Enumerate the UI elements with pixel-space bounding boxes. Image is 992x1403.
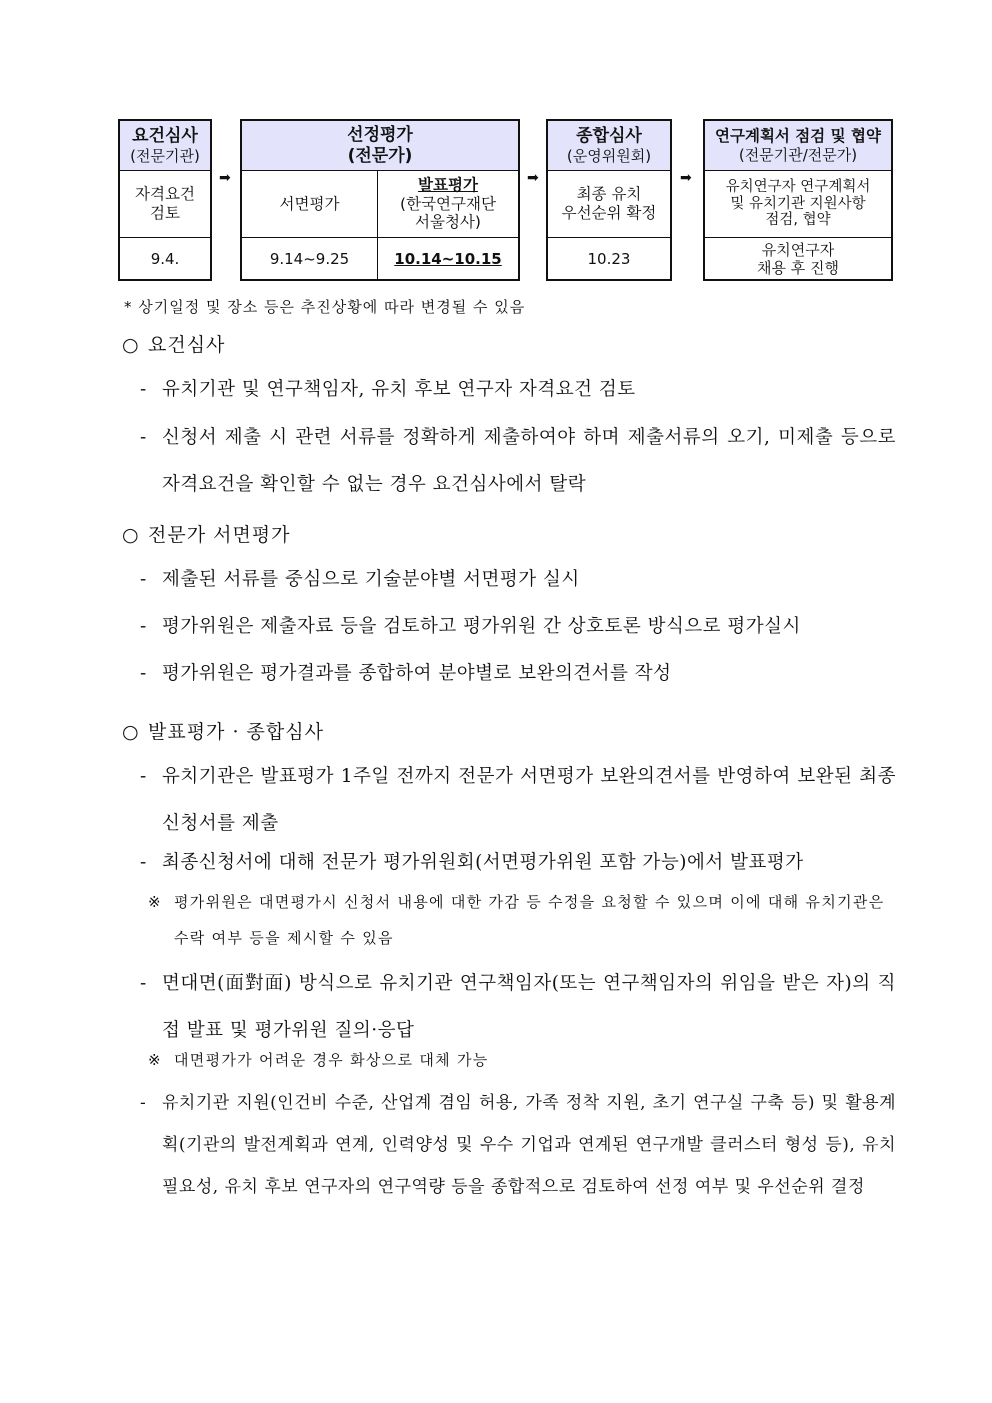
section-heading xyxy=(122,520,291,547)
circle-bullet-icon: ○ xyxy=(122,524,140,546)
dash-bullet: - xyxy=(140,973,147,994)
list-item xyxy=(140,753,896,847)
step-header xyxy=(705,121,891,171)
dash-bullet: - xyxy=(140,427,147,448)
item-text: 유치기관 및 연구책임자, 유치 후보 연구자 자격요건 검토 xyxy=(162,379,636,400)
task-line: 서울청사) xyxy=(415,213,481,232)
circle-bullet-icon: ○ xyxy=(122,721,140,743)
dash-bullet: - xyxy=(140,852,147,873)
dash-bullet: - xyxy=(140,616,147,637)
step-subtitle: (운영위원회) xyxy=(566,146,652,165)
list-item xyxy=(140,366,896,413)
arrow-right-icon: ➡ xyxy=(527,170,539,186)
step-plan-check-agreement xyxy=(703,119,893,281)
task-line: (한국연구재단 xyxy=(400,194,496,213)
list-item xyxy=(140,839,896,886)
step-title: 종합심사 xyxy=(576,126,642,147)
presentation-eval-task xyxy=(378,171,518,238)
step-date xyxy=(120,238,210,279)
note-mark: ※ xyxy=(148,893,162,911)
process-flow-diagram xyxy=(118,119,893,281)
list-item xyxy=(140,650,896,697)
list-item xyxy=(140,414,896,508)
task-line: 서면평가 xyxy=(279,194,340,213)
step-title: 요건심사 xyxy=(132,126,198,147)
note-mark: ※ xyxy=(148,1051,162,1069)
dash-bullet: - xyxy=(140,379,147,400)
section-heading xyxy=(122,717,324,744)
item-text: 유치기관 지원(인건비 수준, 산업계 겸임 허용, 가족 정착 지원, 초기 연구실 구축 등) 및 활용계획(기관의 발전계획과 연계, 인력양성 및 우수 기업과 연계된 연구개발 클러스터 형성 등), 유치 필요성, 유치 후보 연구자의 연구역량 등을 종합적으로 검토하여 선정 여부 및 우선순위 결정 xyxy=(162,1093,896,1197)
item-text: 신청서 제출 시 관련 서류를 정확하게 제출하여야 하며 제출서류의 오기, 미제출 등으로 자격요건을 확인할 수 없는 경우 요건심사에서 탈락 xyxy=(162,427,896,495)
list-item xyxy=(140,556,896,603)
step-title: 선정평가 xyxy=(347,125,413,146)
list-item xyxy=(140,603,896,650)
task-line: 검토 xyxy=(150,204,180,222)
date-text: 10.14~10.15 xyxy=(394,249,502,268)
reference-note xyxy=(148,884,896,956)
date-text: 유치연구자 xyxy=(761,240,835,259)
dash-bullet: - xyxy=(140,569,147,590)
step-requirement-review xyxy=(118,119,212,281)
task-line: 최종 유치 xyxy=(576,185,642,204)
dash-bullet: - xyxy=(140,663,147,684)
circle-bullet-icon: ○ xyxy=(122,334,140,356)
step-date xyxy=(705,238,891,279)
arrow-right-icon: ➡ xyxy=(219,170,231,186)
date-text: 9.14~9.25 xyxy=(269,249,350,268)
date-text: 10.23 xyxy=(587,249,631,268)
dash-bullet: - xyxy=(140,766,147,787)
step-subtitle: (전문가) xyxy=(347,145,413,166)
task-line: 점검, 협약 xyxy=(765,212,831,229)
task-line: 자격요건 xyxy=(135,185,195,204)
presentation-eval-title: 발표평가 xyxy=(418,176,478,195)
list-item xyxy=(140,960,896,1054)
reference-note xyxy=(148,1042,896,1078)
dash-bullet: - xyxy=(140,1093,147,1113)
section-title: 전문가 서면평가 xyxy=(148,524,291,546)
schedule-note: * 상기일정 및 장소 등은 추진상황에 따라 변경될 수 있음 xyxy=(124,298,526,316)
step-date xyxy=(548,238,670,279)
list-item xyxy=(140,1082,896,1208)
step-header xyxy=(548,121,670,171)
task-line: 및 유치기관 지원사항 xyxy=(730,195,866,212)
item-text: 면대면(面對面) 방식으로 유치기관 연구책임자(또는 연구책임자의 위임을 받은 자)의 직접 발표 및 평가위원 질의·응답 xyxy=(162,973,896,1041)
section-title: 발표평가 · 종합심사 xyxy=(148,721,324,743)
step-selection-evaluation xyxy=(240,119,520,281)
step-header xyxy=(242,121,518,171)
section-heading xyxy=(122,330,225,357)
date-text: 채용 후 진행 xyxy=(757,258,839,277)
item-text: 제출된 서류를 중심으로 기술분야별 서면평가 실시 xyxy=(162,569,580,590)
arrow-right-icon: ➡ xyxy=(680,170,692,186)
step-title: 연구계획서 점검 및 협약 xyxy=(715,127,881,146)
item-text: 유치기관은 발표평가 1주일 전까지 전문가 서면평가 보완의견서를 반영하여 보완된 최종신청서를 제출 xyxy=(162,766,896,834)
note-text: 대면평가가 어려운 경우 화상으로 대체 가능 xyxy=(174,1051,489,1069)
presentation-eval-date xyxy=(378,238,518,279)
written-eval-date xyxy=(242,238,377,279)
step-task xyxy=(120,171,210,238)
step-task xyxy=(705,171,891,238)
step-task xyxy=(548,171,670,238)
step-comprehensive-review xyxy=(546,119,672,281)
item-text: 평가위원은 제출자료 등을 검토하고 평가위원 간 상호토론 방식으로 평가실시 xyxy=(162,616,801,637)
written-eval-task xyxy=(242,171,377,238)
step-header xyxy=(120,121,210,171)
step-subtitle: (전문기관) xyxy=(130,146,200,165)
item-text: 최종신청서에 대해 전문가 평가위원회(서면평가위원 포함 가능)에서 발표평가 xyxy=(162,852,804,873)
item-text: 평가위원은 평가결과를 종합하여 분야별로 보완의견서를 작성 xyxy=(162,663,672,684)
task-line: 유치연구자 연구계획서 xyxy=(725,178,871,195)
date-text: 9.4. xyxy=(150,249,180,268)
task-line: 우선순위 확정 xyxy=(561,204,657,222)
section-title: 요건심사 xyxy=(148,334,226,356)
step-subtitle: (전문기관/전문가) xyxy=(738,145,858,164)
note-text: 평가위원은 대면평가시 신청서 내용에 대한 가감 등 수정을 요청할 수 있으며 이에 대해 유치기관은 수락 여부 등을 제시할 수 있음 xyxy=(174,893,885,947)
